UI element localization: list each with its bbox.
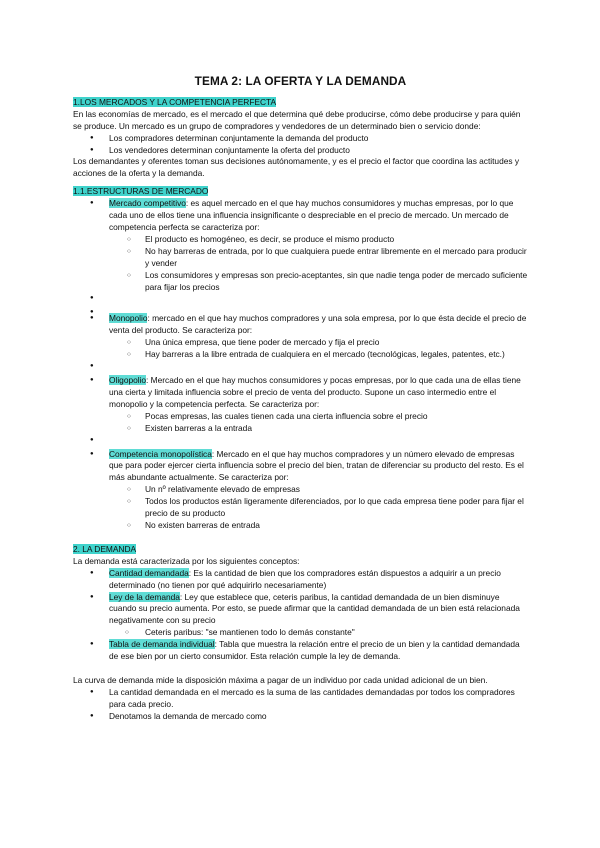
spacer bbox=[73, 435, 528, 449]
list-item: ● Denotamos la demanda de mercado como bbox=[73, 711, 528, 723]
term-highlight: Competencia monopolística bbox=[109, 448, 212, 459]
list-item: ● Los compradores determinan conjuntamente la demanda del producto bbox=[73, 133, 528, 145]
demand-concepts-list bbox=[73, 568, 528, 663]
sub-list bbox=[109, 337, 528, 361]
term-definition: : Mercado en el que hay muchos compradores y un número elevado de empresas que para poder ejercer cierta influencia sobre el precio del bien, tratan de diferenciar su producto del resto. Es el más abundante actualmente. Se caracteriza por: bbox=[109, 448, 524, 483]
list-item-cantidad-demandada bbox=[73, 568, 528, 592]
term-highlight: Mercado competitivo bbox=[109, 198, 186, 209]
sub-list-item: ○ Existen barreras a la entrada bbox=[109, 423, 528, 435]
bullet-list bbox=[73, 133, 528, 157]
sub-list bbox=[109, 484, 528, 532]
section-heading-label: 1.1.ESTRUCTURAS DE MERCADO bbox=[73, 186, 209, 197]
paragraph-demanda-intro: La demanda está caracterizada por los siguientes conceptos: bbox=[73, 555, 300, 566]
sub-list-item: ○ Todos los productos están ligeramente diferenciados, por lo que cada empresa tiene poder para fijar el precio de su producto bbox=[109, 496, 528, 520]
sub-list-item: ○ Ceteris paribus: "se mantienen todo lo demás constante" bbox=[109, 627, 528, 639]
section-heading-demanda bbox=[73, 544, 528, 556]
sub-list bbox=[109, 411, 528, 435]
paragraph-curva-demanda: La curva de demanda mide la disposición máxima a pagar de un individuo por cada unidad adicional de un bien. bbox=[73, 674, 488, 685]
term-highlight: Cantidad demandada bbox=[109, 567, 189, 578]
term-highlight: Oligopolio bbox=[109, 375, 147, 386]
list-item: ● La cantidad demandada en el mercado es la suma de las cantidades demandadas por todos los compradores para cada precio. bbox=[73, 687, 528, 711]
term-highlight: Ley de la demanda bbox=[109, 591, 180, 602]
list-item-ley-demanda bbox=[73, 592, 528, 640]
term-definition: : Ley que establece que, ceteris paribus, la cantidad demandada de un bien disminuye cuando su precio aumenta. Por esto, se puede afirmar que la cantidad demandada de un bien está relacionada negativamente con su precio bbox=[109, 591, 520, 626]
section-heading-label: 1.LOS MERCADOS Y LA COMPETENCIA PERFECTA bbox=[73, 96, 277, 107]
list-item-tabla-demanda bbox=[73, 639, 528, 663]
spacer bbox=[73, 361, 528, 375]
sub-list-item: ○ Pocas empresas, las cuales tienen cada una cierta influencia sobre el precio bbox=[109, 411, 528, 423]
paragraph-outro: Los demandantes y oferentes toman sus decisiones autónomamente, y es el precio el factor que coordina las actitudes y acciones de la oferta y la demanda. bbox=[73, 156, 519, 179]
section-heading-mercados bbox=[73, 97, 528, 109]
section-heading-estructuras bbox=[73, 186, 528, 198]
spacer bbox=[73, 293, 528, 307]
sub-list-item: ○ No existen barreras de entrada bbox=[109, 520, 528, 532]
list-item-competencia-monopolistica bbox=[73, 449, 528, 532]
term-definition: : Tabla que muestra la relación entre el precio de un bien y la cantidad demandada de ese bien por un cierto consumidor. Esta relación cumple la ley de demanda. bbox=[109, 639, 520, 662]
term-definition: : es aquel mercado en el que hay muchos consumidores y muchas empresas, por lo que cada uno de ellos tiene una influencia insignificante o despreciable en el precio de mercado. Un mercado de competencia perfecta se caracteriza por: bbox=[109, 198, 514, 232]
sub-list-item: ○ Los consumidores y empresas son precio-aceptantes, sin que nadie tenga poder de mercado suficiente para fijar los precios bbox=[109, 270, 528, 294]
sub-list bbox=[109, 234, 528, 294]
sub-list bbox=[109, 627, 528, 639]
document-title: TEMA 2: LA OFERTA Y LA DEMANDA bbox=[194, 74, 407, 88]
term-highlight: Tabla de demanda individual bbox=[109, 639, 215, 650]
sub-list-item: ○ Una única empresa, que tiene poder de mercado y fija el precio bbox=[109, 337, 528, 349]
term-highlight: Monopolio bbox=[109, 313, 148, 324]
list-item: ● Los vendedores determinan conjuntamente la oferta del producto bbox=[73, 145, 528, 157]
market-structures-list bbox=[73, 198, 528, 532]
list-item-monopolio bbox=[73, 313, 528, 361]
term-definition: : Mercado en el que hay muchos consumidores y pocas empresas, por lo que cada una de ellas tiene una cierta y limitada influencia sobre el precio de venta del producto. Supone un caso intermedio entre el monopolio y la competencia perfecta. Se caracteriza por: bbox=[109, 375, 521, 409]
document-body bbox=[73, 76, 528, 723]
term-definition: : Es la cantidad de bien que los compradores están dispuestos a adquirir a un precio determinado (no tienen por qué adquirirlo necesariamente) bbox=[109, 567, 501, 590]
list-item-oligopolio bbox=[73, 375, 528, 435]
paragraph-intro: En las economías de mercado, es el mercado el que determina qué debe producirse, cómo debe producirse y para quién se produce. Un mercado es un grupo de compradores y vendedores de un determinado bien o servicio donde: bbox=[73, 108, 521, 131]
sub-list-item: ○ Hay barreras a la libre entrada de cualquiera en el mercado (tecnológicas, legales, patentes, etc.) bbox=[109, 349, 528, 361]
sub-list-item: ○ No hay barreras de entrada, por lo que cualquiera puede entrar libremente en el mercado para producir y vender bbox=[109, 246, 528, 270]
section-heading-label: 2. LA DEMANDA bbox=[73, 543, 137, 554]
sub-list-item: ○ El producto es homogéneo, es decir, se produce el mismo producto bbox=[109, 234, 528, 246]
bullet-list bbox=[73, 687, 528, 723]
sub-list-item: ○ Un nº relativamente elevado de empresas bbox=[109, 484, 528, 496]
term-definition: : mercado en el que hay muchos compradores y una sola empresa, por lo que ésta decide el precio de venta del producto. Se caracteriza por: bbox=[109, 313, 527, 336]
list-item-mercado-competitivo bbox=[73, 198, 528, 293]
